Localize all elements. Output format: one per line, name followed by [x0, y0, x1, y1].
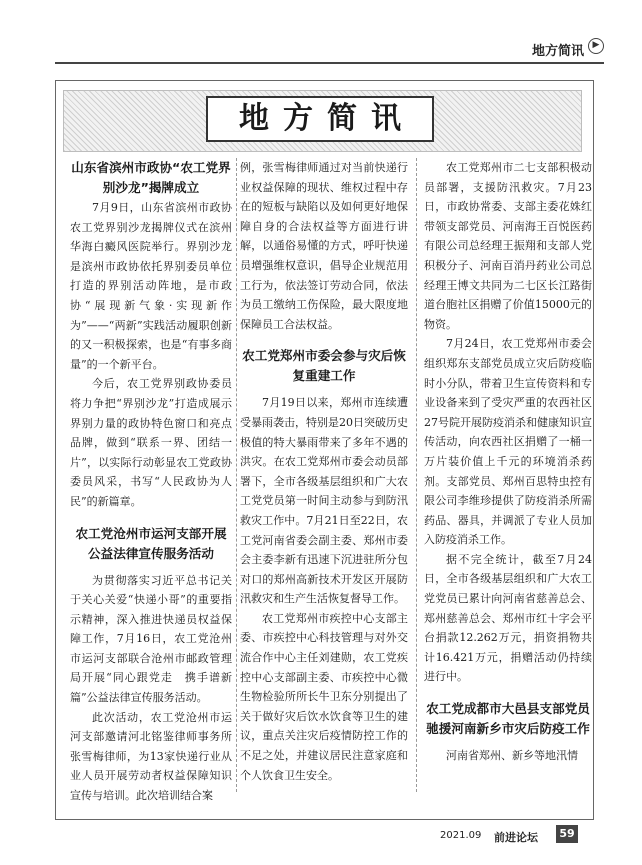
article-title: 农工党沧州市运河支部开展公益法律宣传服务活动 [75, 525, 227, 561]
article-title: 农工党郑州市委会参与灾后恢复重建工作 [242, 348, 406, 384]
article-paragraph: 此次活动，农工党沧州市运河支部邀请河北铭鉴律师事务所张雪梅律师，为13家快递行业从业人员开展劳动者权益保障知识宣传与培训。此次培训结合案 [70, 710, 232, 803]
article-paragraph: 7月9日，山东省滨州市政协农工党界别沙龙揭牌仪式在滨州华海白癜风医院举行。界别沙龙是滨州市政协依托界别委员单位打造的界别活动阵地，是市政协“展现新气象·实现新作为”——“两新”实践活动履职创新的又一积极探索，也是“有事多商量”的一个新平台。 [70, 201, 232, 371]
article-paragraph: 为贯彻落实习近平总书记关于关心关爱“快递小哥”的重要指示精神，深入推进快递员权益保障工作，7月16日，农工党沧州市运河支部联合沧州市邮政管理局开展“同心跟党走 携手谱新篇”公益法律宣传服务活动。 [70, 573, 232, 705]
article-paragraph: 据不完全统计，截至7月24日，全市各级基层组织和广大农工党党员已累计向河南省慈善总会、郑州慈善总会、郑州市红十字会平台捐款12.262万元，捐资捐物共计16.421万元，捐赠活动仍持续进行中。 [424, 552, 592, 684]
article-paragraph: 今后，农工党界别政协委员将力争把“界别沙龙”打造成展示界别力量的政协特色窗口和亮点品牌，做到“联系一界、团结一片”，以实际行动彰显农工党政协委员风采，书写“人民政协为人民”的新篇章。 [70, 377, 232, 508]
right-arrow-circle-icon: ▶ [588, 38, 604, 54]
magazine-name: 前进论坛 [494, 831, 538, 844]
column-1 [70, 158, 232, 806]
column-3 [424, 158, 592, 766]
column-divider [416, 158, 417, 792]
article-paragraph: 农工党郑州市二七支部积极动员部署，支援防汛救灾。7月23日，市政协常委、支部主委花姝红带领支部党员、河南海王百悦医药有限公司总经理王振翔和支部人党积极分子、河南百消丹药业公司总经理王博文共同为二七区长江路街道台胞社区捐赠了价值15000元的物资。 [424, 161, 592, 331]
header-divider [55, 62, 604, 64]
page-number: 59 [556, 825, 578, 843]
article-paragraph: 农工党郑州市疾控中心支部主委、市疾控中心科技管理与对外交流合作中心主任刘建勋，农工党疾控中心支部副主委、市疾控中心微生物检验所所长牛卫东分别提出了关于做好灾后饮水饮食等卫生的建议，重点关注灾后疫情防控工作的不足之处，并建议居民注意家庭和个人饮食卫生安全。 [240, 611, 408, 782]
article-paragraph: 7月19日以来，郑州市连续遭受暴雨袭击，特别是20日突破历史极值的特大暴雨带来了多年不遇的洪灾。在农工党郑州市委会动员部署下，全市各级基层组织和广大农工党党员第一时间主动参与到防汛救灾工作中。7月21日至22日，农工党河南省委会副主委、郑州市委会主委李新有迅速下沉进驻所分包对口的郑州高新技术开发区开展防汛救灾和生产生活恢复督导工作。 [240, 396, 408, 606]
article-paragraph: 河南省郑州、新乡等地汛情 [446, 749, 578, 763]
column-divider [236, 158, 237, 792]
banner-title: 地方简讯 [206, 96, 434, 142]
section-title: 地方简讯 [531, 44, 584, 59]
column-2 [240, 158, 408, 785]
article-paragraph: 例，张雪梅律师通过对当前快递行业权益保障的现状、维权过程中存在的短板与缺陷以及如何更好地保障自身的合法权益等方面进行讲解，以通俗易懂的方式，呼吁快递员增强维权意识，倡导企业规范用工行为，依法签订劳动合同，依法为员工缴纳工伤保险，最大限度地保障员工合法权益。 [240, 161, 408, 331]
article-title: 农工党成都市大邑县支部党员驰援河南新乡市灾后防疫工作 [426, 701, 590, 737]
article-paragraph: 7月24日，农工党郑州市委会组织郑东支部党员成立灾后防疫临时小分队，带着卫生宣传资料和专业设备来到了受灾严重的农西社区27号院开展防疫消杀和健康知识宣传活动，向农西社区捐赠了一桶一万片装价值上千元的环境消杀药剂。支部党员、郑州百思特虫控有限公司李维珍提供了防疫消杀所需药品、器具，并调派了专业人员加入防疫消杀工作。 [424, 337, 592, 547]
issue-date: 2021.09 [440, 830, 482, 841]
article-title: 山东省滨州市政协“农工党界别沙龙”揭牌成立 [71, 160, 231, 195]
